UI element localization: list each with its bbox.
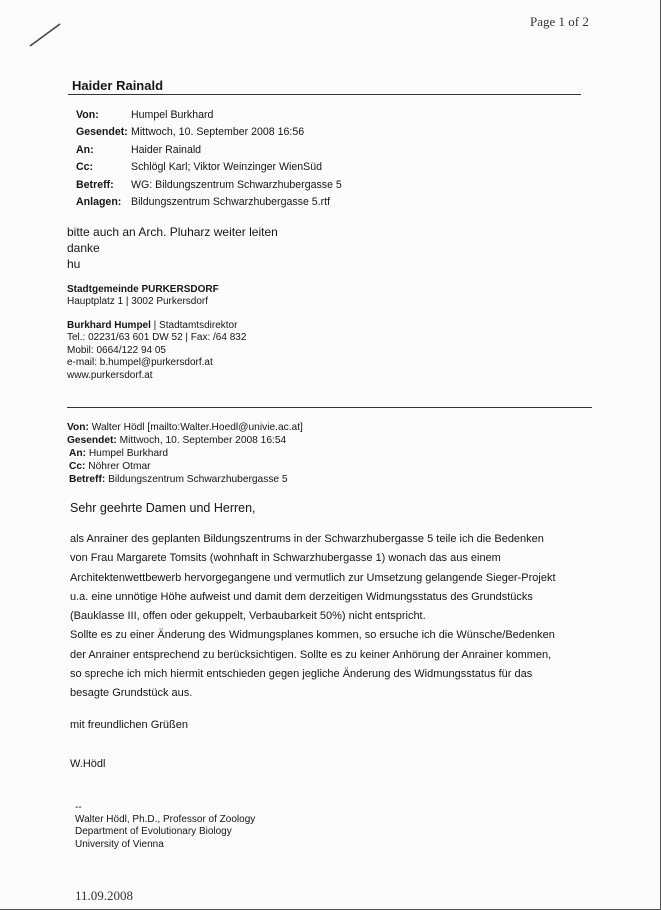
inner-from xyxy=(67,422,303,435)
letter-line: der Anrainer entsprechend zu berücksichtigen. Sollte es zu keiner Anhörung der Anrainer kommen, xyxy=(70,648,552,661)
forward-divider xyxy=(67,407,592,408)
attachments-value: Bildungszentrum Schwarzhubergasse 5.rtf xyxy=(131,196,331,208)
pen-mark xyxy=(28,22,62,48)
salutation: Sehr geehrte Damen und Herren, xyxy=(70,501,256,515)
mobil-line: Mobil: 0664/122 94 05 xyxy=(67,345,166,356)
org-name: PURKERSDORF xyxy=(141,284,219,295)
inner-subject-label: Betreff: xyxy=(69,474,106,485)
inner-cc xyxy=(69,461,151,474)
person-line xyxy=(67,320,237,333)
inner-subject-value: Bildungszentrum Schwarzhubergasse 5 xyxy=(105,474,288,485)
closing-name: W.Hödl xyxy=(70,758,106,770)
org-address: Hauptplatz 1 | 3002 Purkersdorf xyxy=(67,296,209,307)
person-name: Burkhard Humpel xyxy=(67,320,151,331)
inner-subject xyxy=(69,474,288,487)
to-label: An: xyxy=(76,144,94,156)
from-value: Humpel Burkhard xyxy=(131,109,214,121)
letter-line: Sollte es zu einer Änderung des Widmungsplanes kommen, so ersuche ich die Wünsche/Bedenken xyxy=(70,629,555,642)
mailbox-owner-title: Haider Rainald xyxy=(72,78,164,93)
tel-line: Tel.: 02231/63 601 DW 52 | Fax: /64 832 xyxy=(67,332,247,343)
page-indicator: Page 1 of 2 xyxy=(530,14,589,29)
inner-sent-value: Mittwoch, 10. September 2008 16:54 xyxy=(116,435,287,446)
sent-value: Mittwoch, 10. September 2008 16:56 xyxy=(131,126,305,138)
email-line: e-mail: b.humpel@purkersdorf.at xyxy=(67,357,213,368)
from-label: Von: xyxy=(76,109,99,121)
letter-line: als Anrainer des geplanten Bildungszentrums in der Schwarzhubergasse 5 teile ich die Bedenken xyxy=(70,533,544,545)
letter-line: von Frau Margarete Tomsits (wohnhaft in Schwarzhubergasse 1) wonach das aus einem xyxy=(70,552,501,565)
footer-sig-line: Department of Evolutionary Biology xyxy=(75,826,232,837)
closing: mit freundlichen Grüßen xyxy=(70,719,188,731)
inner-to-label: An: xyxy=(69,448,86,459)
inner-from-value: Walter Hödl [mailto:Walter.Hoedl@univie.ac.at] xyxy=(88,422,303,433)
web-line: www.purkersdorf.at xyxy=(67,370,153,381)
subject-value: WG: Bildungszentrum Schwarzhubergasse 5 xyxy=(131,179,342,191)
forward-note-line: bitte auch an Arch. Pluharz weiter leiten xyxy=(67,225,278,239)
footer-sig-line: -- xyxy=(75,802,82,813)
inner-from-label: Von: xyxy=(67,422,89,433)
letter-body xyxy=(70,530,596,704)
print-date: 11.09.2008 xyxy=(75,888,134,903)
inner-cc-label: Cc: xyxy=(69,461,86,472)
inner-cc-value: Nöhrer Otmar xyxy=(85,461,151,472)
inner-sent xyxy=(67,435,286,448)
inner-to-value: Humpel Burkhard xyxy=(85,448,169,459)
footer-sig-line: Walter Hödl, Ph.D., Professor of Zoology xyxy=(75,814,256,825)
subject-label: Betreff: xyxy=(76,179,114,191)
inner-to xyxy=(69,448,168,461)
cc-value: Schlögl Karl; Viktor Weinzinger WienSüd xyxy=(131,161,322,173)
title-divider xyxy=(68,94,581,95)
letter-line: (Bauklasse III, offen oder gekuppelt, Verbaubarkeit 50%) nicht entspricht. xyxy=(70,610,426,623)
forward-note-line: danke xyxy=(67,241,100,255)
org-prefix: Stadtgemeinde xyxy=(67,284,142,295)
sent-label: Gesendet: xyxy=(76,126,128,138)
letter-line: u.a. eine unnötige Höhe aufweist und damit dem derzeitigen Widmungsstatus des Grundstücks xyxy=(70,590,533,603)
forward-note-line: hu xyxy=(67,257,81,271)
person-role: | Stadtamtsdirektor xyxy=(150,320,238,331)
cc-label: Cc: xyxy=(76,161,94,173)
letter-line: besagte Grundstück aus. xyxy=(70,687,193,700)
footer-sig-line: University of Vienna xyxy=(75,839,164,850)
org-line xyxy=(67,284,219,297)
inner-sent-label: Gesendet: xyxy=(67,435,117,446)
to-value: Haider Rainald xyxy=(131,144,202,156)
letter-line: so spreche ich mich hiermit entschieden gegen jegliche Änderung des Widmungsstatus für das xyxy=(70,668,533,681)
letter-line: Architektenwettbewerb hervorgegangene und vermutlich zur Umsetzung gelangende Sieger-Projekt xyxy=(70,571,556,584)
attachments-label: Anlagen: xyxy=(76,196,122,208)
